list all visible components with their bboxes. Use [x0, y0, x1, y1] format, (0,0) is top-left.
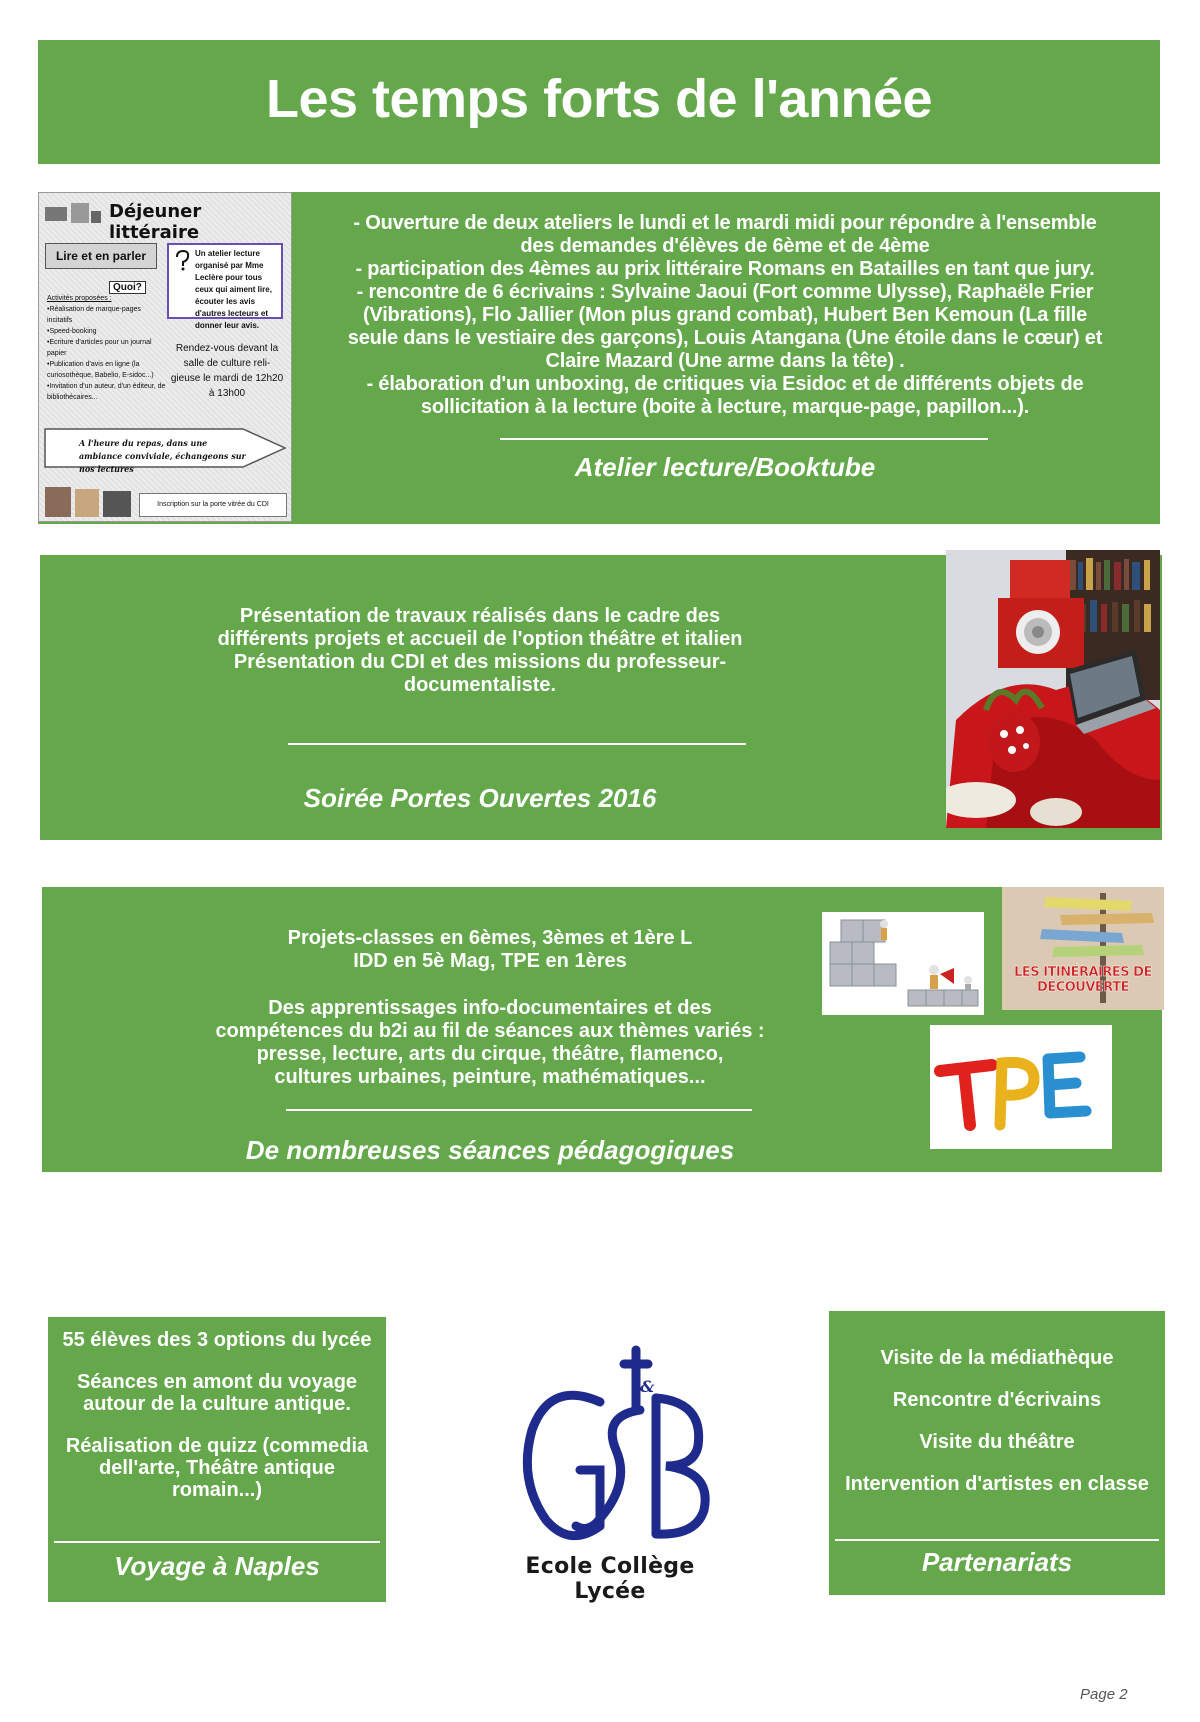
flyer-list-item: •Speed-booking — [47, 328, 97, 335]
text-line: autour de la culture antique. — [83, 1393, 351, 1415]
page-number: Page 2 — [1080, 1686, 1128, 1703]
divider — [288, 743, 746, 745]
text-line: compétences du b2i au fil de séances aux thèmes variés : — [215, 1020, 765, 1042]
list-item: Visite du théâtre — [919, 1431, 1075, 1453]
flyer-list-item: •Ecriture d'articles pour un journal papier — [47, 339, 152, 357]
text-line: cultures urbaines, peinture, mathématiques... — [274, 1066, 706, 1088]
text-line: Séances en amont du voyage — [76, 1371, 358, 1393]
section-voyage-naples — [48, 1317, 386, 1602]
itineraires-sign-image — [1002, 887, 1164, 1010]
text-line: - élaboration d'un unboxing, de critiques via Esidoc et de différents objets de — [366, 373, 1084, 395]
flyer-box-text: Un atelier lecture organisé par Mme Leclère pour tous ceux qui aiment lire, écouter les avis d'autres lecteurs et donner leur avis. — [195, 249, 272, 330]
divider — [54, 1541, 380, 1543]
text-line: différents projets et accueil de l'option théâtre et italien — [217, 628, 743, 650]
text-line: romain...) — [171, 1479, 262, 1501]
naples-caption: Voyage à Naples — [114, 1551, 320, 1581]
soiree-caption: Soirée Portes Ouvertes 2016 — [303, 783, 657, 813]
partenariats-list — [829, 1347, 1165, 1515]
text-line: - rencontre de 6 écrivains : Sylvaine Jaoui (Fort comme Ulysse), Raphaële Frier — [356, 281, 1094, 303]
puzzle-figures-icon — [822, 912, 984, 1015]
section-soiree-portes-ouvertes — [40, 555, 1162, 840]
text-line: Présentation du CDI et des missions du professeur- — [233, 651, 727, 673]
question-head-icon — [173, 249, 191, 271]
flyer-activities-list — [47, 293, 167, 403]
atelier-caption: Atelier lecture/Booktube — [574, 452, 876, 482]
soiree-description — [200, 605, 760, 697]
partenariats-caption: Partenariats — [921, 1547, 1073, 1577]
flyer-description-box — [167, 243, 283, 330]
text-line: des demandes d'élèves de 6ème et de 4ème — [520, 235, 930, 257]
divider — [286, 1109, 752, 1111]
title-banner — [38, 40, 1160, 164]
text-line: Claire Mazard (Une arme dans la tête) . — [545, 350, 905, 372]
text-line: - Ouverture de deux ateliers le lundi et le mardi midi pour répondre à l'ensemble — [353, 212, 1097, 234]
school-logo-caption: Ecole Collège Lycée — [525, 1554, 695, 1604]
text-line: 55 élèves des 3 options du lycée — [62, 1329, 372, 1351]
text-line: dell'arte, Théâtre antique — [99, 1457, 335, 1479]
seances-caption: De nombreuses séances pédagogiques — [245, 1135, 735, 1165]
puzzle-image — [822, 912, 984, 1015]
list-item: Visite de la médiathèque — [880, 1347, 1114, 1369]
section-partenariats — [829, 1311, 1165, 1595]
flyer-quoi: Quoi? — [109, 281, 146, 294]
cdi-display-image — [946, 550, 1160, 828]
flyer-inscription: Inscription sur la porte vitrée du CDI — [139, 493, 287, 517]
flyer-photos-icon — [45, 487, 131, 517]
tpe-image — [930, 1025, 1112, 1149]
flyer-tab: Lire et en parler — [45, 243, 157, 269]
flyer-list-item: Activités proposées : — [47, 295, 112, 302]
list-item: Intervention d'artistes en classe — [845, 1473, 1149, 1495]
flyer-rendezvous: Rendez-vous devant la salle de culture reli-gieuse le mardi de 12h20 à 13h00 — [170, 343, 284, 399]
naples-description — [58, 1329, 376, 1521]
divider — [835, 1539, 1159, 1541]
dejeuner-litteraire-flyer — [38, 192, 292, 522]
tpe-logo-icon — [930, 1025, 1112, 1149]
text-line: (Vibrations), Flo Jallier (Mon plus grand combat), Hubert Ben Kemoun (La fille — [362, 304, 1088, 326]
itineraires-sign-text: LES ITINÉRAIRES DE DÉCOUVERTE — [1014, 965, 1152, 995]
text-line: documentaliste. — [403, 674, 557, 696]
text-line: seule dans le vestiaire des garçons), Louis Atangana (Une étoile dans le cœur) et — [347, 327, 1103, 349]
atelier-description — [300, 212, 1150, 419]
flyer-list-item: •Invitation d'un auteur, d'un éditeur, de bibliothécaires... — [47, 383, 166, 401]
section-seances-pedagogiques — [42, 887, 1162, 1172]
flyer-list-item: •Publication d'avis en ligne (la curiosothèque, Babelio, E-sidoc...) — [47, 361, 154, 379]
cdi-photo — [946, 550, 1160, 828]
flyer-list-item: •Réalisation de marque-pages incitatifs — [47, 306, 141, 324]
flyer-title: Déjeuner littéraire — [109, 201, 202, 243]
list-item: Rencontre d'écrivains — [892, 1389, 1102, 1411]
svg-text:&: & — [640, 1377, 655, 1396]
divider — [500, 438, 988, 440]
seances-description — [202, 927, 778, 1113]
text-line: Des apprentissages info-documentaires et des — [268, 997, 712, 1019]
text-line: - participation des 4èmes au prix littéraire Romans en Batailles en tant que jury. — [355, 258, 1095, 280]
text-line: Présentation de travaux réalisés dans le cadre des — [239, 605, 721, 627]
text-line: Projets-classes en 6èmes, 3èmes et 1ère L — [287, 927, 693, 949]
school-logo-icon — [490, 1320, 730, 1590]
page-title: Les temps forts de l'année — [265, 69, 933, 129]
section-atelier-lecture — [38, 192, 1160, 524]
text-line: presse, lecture, arts du cirque, théâtre, flamenco, — [256, 1043, 724, 1065]
books-icon — [43, 199, 103, 229]
text-line: Réalisation de quizz (commedia — [65, 1435, 369, 1457]
text-line: sollicitation à la lecture (boite à lecture, marque-page, papillon...). — [420, 396, 1030, 418]
flyer-arrow-text: A l'heure du repas, dans une ambiance conviviale, échangeons sur nos lectures — [79, 438, 246, 474]
text-line: IDD en 5è Mag, TPE en 1ères — [353, 950, 627, 972]
